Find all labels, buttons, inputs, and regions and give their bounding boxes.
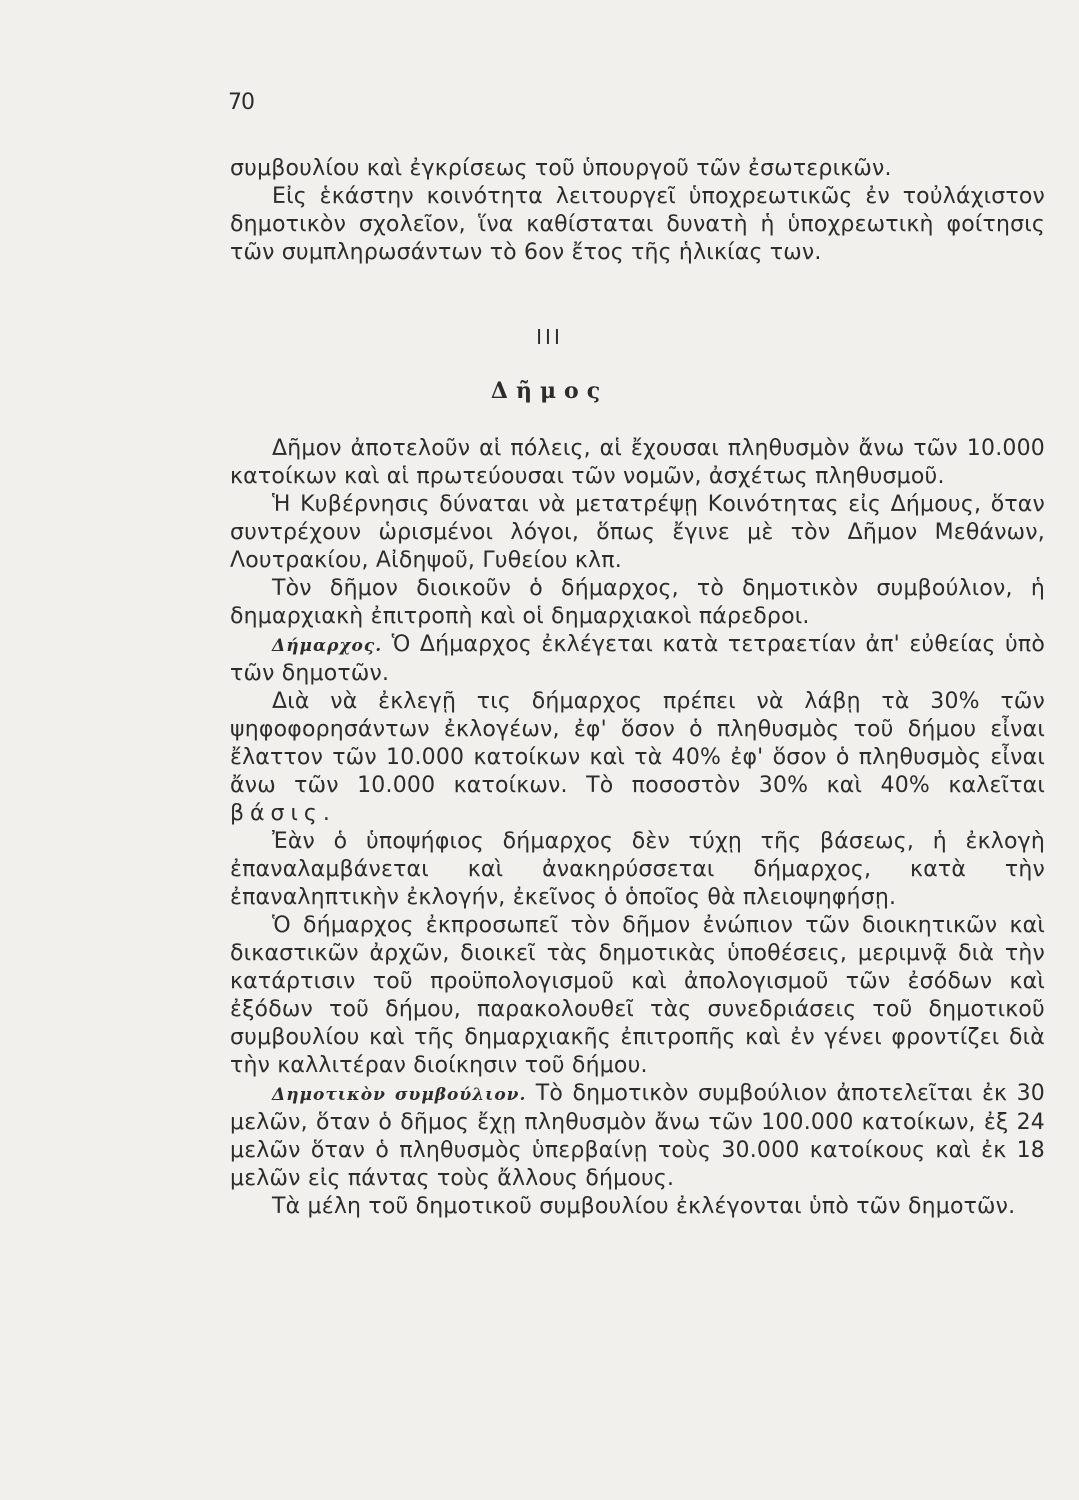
paragraph-body: Διὰ νὰ ἐκλεγῇ τις δήμαρχος πρέπει νὰ λάβῃ τὰ 30% τῶν ψηφοφορησάντων ἐκλογέων, ἐφ' ὅσον ὁ πληθυσμὸς τοῦ δήμου εἶναι ἔλαττον τῶν 10.000 κατοίκων καὶ τὰ 40% ἐφ' ὅσον ὁ πληθυσμὸς εἶναι ἄνω τῶν 10.000 κατοίκων. Τὸ ποσοστὸν 30% καὶ 40% καλεῖται [230, 689, 1045, 798]
section-title: Δῆμος [490, 378, 609, 404]
paragraph-lead: Δημοτικὸν συμβούλιον. [272, 1085, 527, 1105]
paragraph: Τὰ μέλη τοῦ δημοτικοῦ συμβουλίου ἐκλέγονται ὑπὸ τῶν δημοτῶν. [272, 1194, 1016, 1219]
paragraph: Εἰς ἑκάστην κοινότητα λειτουργεῖ ὑποχρεωτικῶς ἐν τοὐλάχιστον δημοτικὸν σχολεῖον, ἵνα καθίσταται δυνατὴ ἡ ὑποχρεωτικὴ φοίτησις τῶν συμπληρωσάντων τὸ 6ον ἔτος τῆς ἡλικίας των. [230, 184, 1045, 265]
paragraph-lead: Δήμαρχος. [272, 636, 383, 656]
paragraph: Δῆμον ἀποτελοῦν αἱ πόλεις, αἱ ἔχουσαι πληθυσμὸν ἄνω τῶν 10.000 κατοίκων καὶ αἱ πρωτεύουσαι τῶν νομῶν, ἀσχέτως πληθυσμοῦ. [230, 436, 1045, 489]
paragraph: συμβουλίου καὶ ἐγκρίσεως τοῦ ὑπουργοῦ τῶν ἐσωτερικῶν. [230, 156, 892, 181]
section-number: ΙΙΙ [536, 325, 563, 349]
spaced-term: βάσις [230, 801, 323, 826]
text-block-top [230, 155, 1045, 267]
paragraph: Ἐὰν ὁ ὑποψήφιος δήμαρχος δὲν τύχῃ τῆς βάσεως, ἡ ἐκλογὴ ἐπαναλαμβάνεται καὶ ἀνακηρύσσεται δήμαρχος, κατὰ τὴν ἐπαναληπτικὴν ἐκλογήν, ἐκεῖνος ὁ ὁποῖος θὰ πλειοψηφήσῃ. [230, 829, 1045, 910]
paragraph: Ἡ Κυβέρνησις δύναται νὰ μετατρέψῃ Κοινότητας εἰς Δήμους, ὅταν συντρέχουν ὡρισμένοι λόγοι, ὅπως ἔγινε μὲ τὸν Δῆμον Μεθάνων, Λουτρακίου, Αἰδηψοῦ, Γυθείου κλπ. [230, 492, 1045, 573]
paragraph: Ὁ δήμαρχος ἐκπροσωπεῖ τὸν δῆμον ἐνώπιον τῶν διοικητικῶν καὶ δικαστικῶν ἀρχῶν, διοικεῖ τὰς δημοτικὰς ὑποθέσεις, μεριμνᾷ διὰ τὴν κατάρτισιν τοῦ προϋπολογισμοῦ καὶ ἀπολογισμοῦ τῶν ἐσόδων καὶ ἐξόδων τοῦ δήμου, παρακολουθεῖ τὰς συνεδριάσεις τοῦ δημοτικοῦ συμβουλίου καὶ τῆς δημαρχιακῆς ἐπιτροπῆς καὶ ἐν γένει φροντίζει διὰ τὴν καλλιτέραν διοίκησιν τοῦ δήμου. [230, 913, 1045, 1078]
paragraph-body: Τὸ δημοτικὸν συμβούλιον ἀποτελεῖται ἐκ 30 μελῶν, ὅταν ὁ δῆμος ἔχῃ πληθυσμὸν ἄνω τῶν 100.000 κατοίκων, ἐξ 24 μελῶν ὅταν ὁ πληθυσμὸς ὑπερβαίνῃ τοὺς 30.000 κατοίκους καὶ ἐκ 18 μελῶν εἰς πάντας τοὺς ἄλλους δήμους. [230, 1081, 1045, 1191]
paragraph [230, 688, 1045, 828]
paragraph [230, 631, 1045, 688]
page-number: 70 [228, 90, 254, 115]
text-block-main [230, 435, 1045, 1221]
paragraph [230, 1080, 1045, 1193]
paragraph: Τὸν δῆμον διοικοῦν ὁ δήμαρχος, τὸ δημοτικὸν συμβούλιον, ἡ δημαρχιακὴ ἐπιτροπὴ καὶ οἱ δημαρχιακοὶ πάρεδροι. [230, 576, 1045, 629]
paragraph-body: Ὁ Δήμαρχος ἐκλέγεται κατὰ τετραετίαν ἀπ' εὐθείας ὑπὸ τῶν δημοτῶν. [230, 632, 1045, 686]
paragraph-end: . [322, 801, 331, 826]
